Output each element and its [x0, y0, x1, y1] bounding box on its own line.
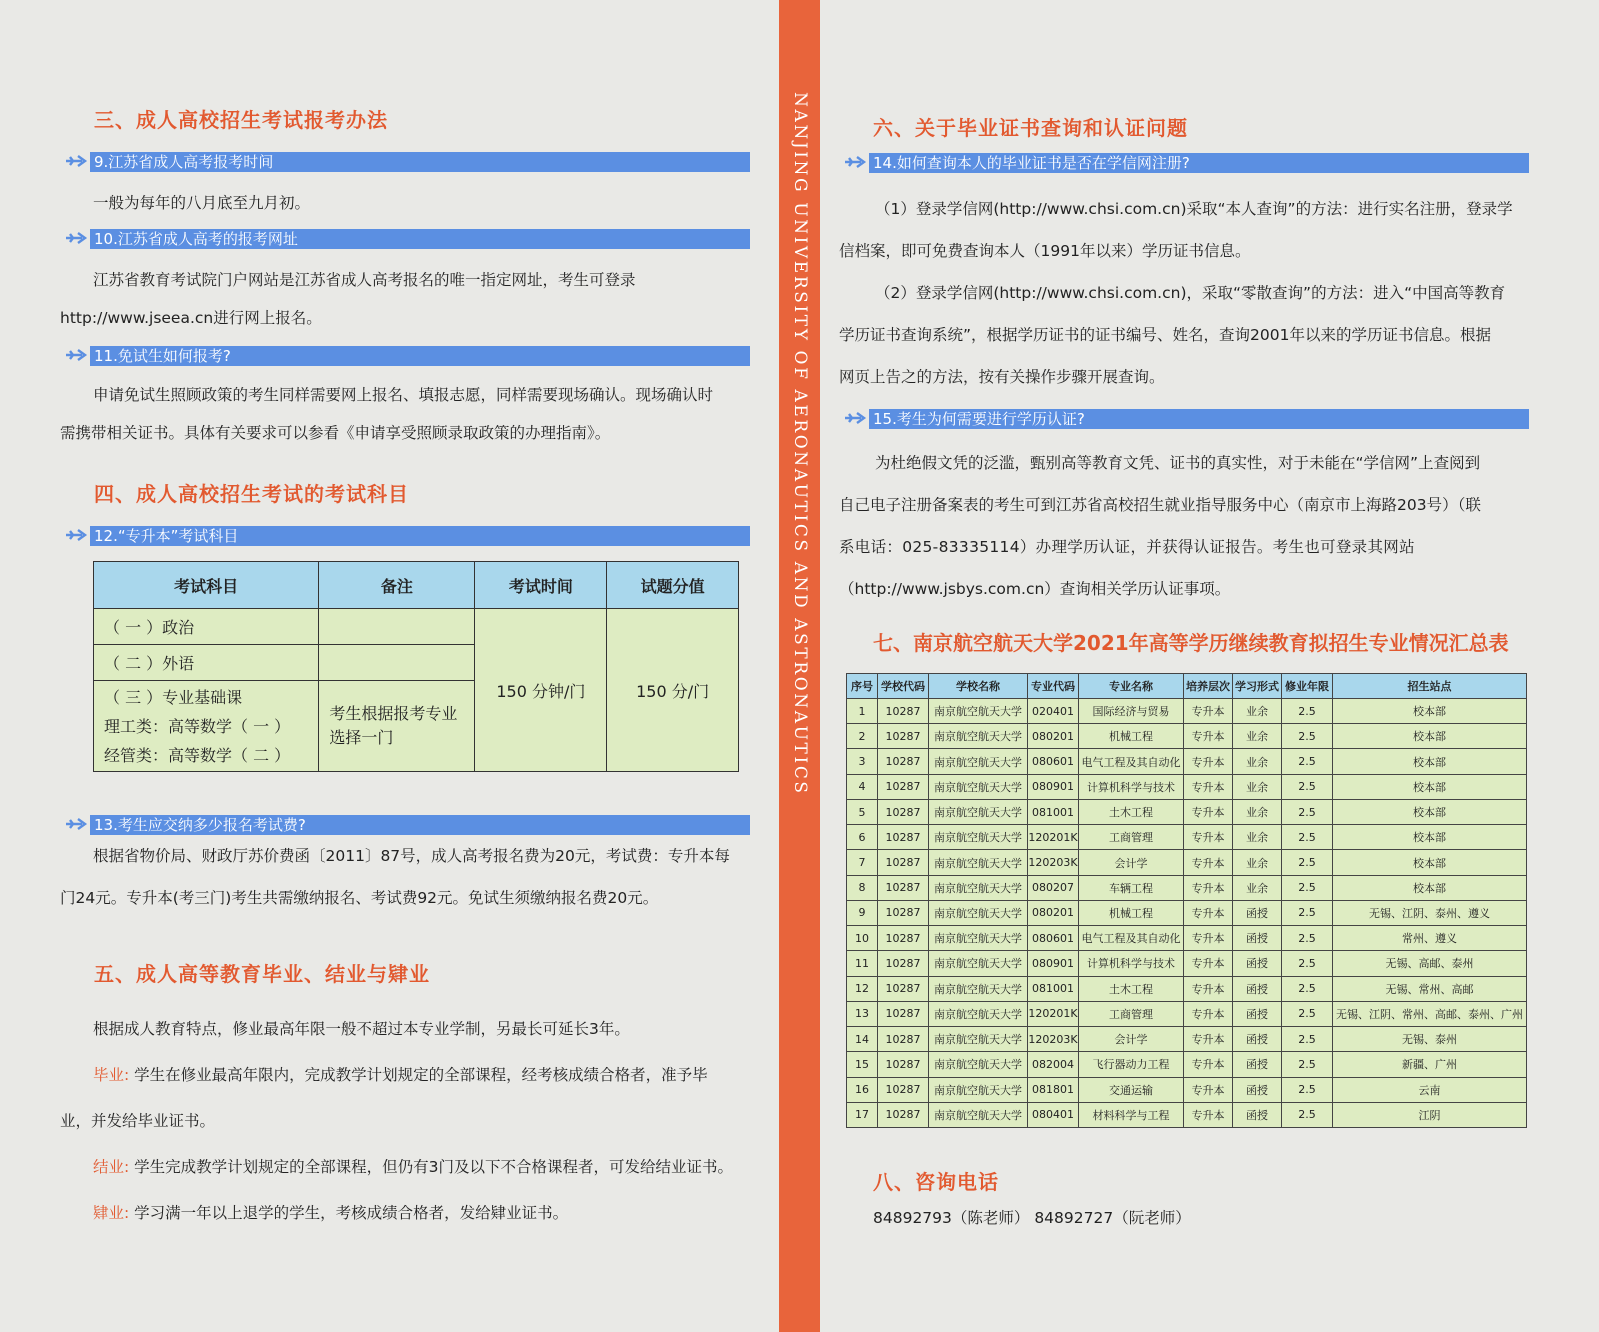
- table-cell: 1: [847, 699, 878, 724]
- table-cell: 10287: [878, 774, 929, 799]
- table-cell: [319, 645, 475, 681]
- table-cell: 13: [847, 1001, 878, 1026]
- table-cell: 2.5: [1282, 1102, 1333, 1127]
- table-row: [847, 1052, 1527, 1077]
- table-cell: 10287: [878, 951, 929, 976]
- table-row: [847, 799, 1527, 824]
- airplane-arrow-icon: [64, 525, 90, 545]
- table-cell: 10287: [878, 875, 929, 900]
- table-cell: 业余: [1233, 850, 1282, 875]
- table-body: [847, 699, 1527, 1128]
- table-cell: 校本部: [1333, 724, 1527, 749]
- table-cell: 函授: [1233, 1102, 1282, 1127]
- table-header: 修业年限: [1282, 674, 1333, 699]
- table-cell: 业余: [1233, 749, 1282, 774]
- table-cell-line: 选择一门: [329, 728, 394, 747]
- table-cell: 云南: [1333, 1077, 1527, 1102]
- section-8-title: 八、咨询电话: [873, 1170, 999, 1194]
- table-cell: 南京航空航天大学: [929, 1001, 1028, 1026]
- table-cell: （ 二 ）外语: [94, 645, 319, 681]
- table-cell: 11: [847, 951, 878, 976]
- table-cell: 2.5: [1282, 749, 1333, 774]
- table-cell: 10287: [878, 1077, 929, 1102]
- table-cell: 080401: [1028, 1102, 1079, 1127]
- table-cell: 专升本: [1184, 1102, 1233, 1127]
- table-cell: 校本部: [1333, 774, 1527, 799]
- completion-line: [93, 1155, 733, 1177]
- table-cell: 南京航空航天大学: [929, 1052, 1028, 1077]
- table-cell: 校本部: [1333, 699, 1527, 724]
- table-cell: 10287: [878, 749, 929, 774]
- table-cell: 国际经济与贸易: [1079, 699, 1184, 724]
- question-10-bar: 10.江苏省成人高考的报考网址: [90, 229, 750, 249]
- table-cell: 南京航空航天大学: [929, 1027, 1028, 1052]
- table-cell: 10: [847, 926, 878, 951]
- table-cell: 业余: [1233, 774, 1282, 799]
- table-row: [847, 724, 1527, 749]
- answer-9: 一般为每年的八月底至九月初。: [93, 194, 311, 212]
- table-row: [847, 976, 1527, 1001]
- table-cell: 南京航空航天大学: [929, 774, 1028, 799]
- spine-university-name: NANJING UNIVERSITY OF AERONAUTICS AND ASTRONAUTICS: [790, 92, 810, 796]
- table-header: 专业代码: [1028, 674, 1079, 699]
- answer-14-2-line2: 学历证书查询系统”，根据学历证书的证书编号、姓名，查询2001年以来的学历证书信息。根据: [839, 326, 1491, 344]
- table-header: 考试科目: [94, 562, 319, 609]
- table-cell: 12: [847, 976, 878, 1001]
- consult-phone: 84892793（陈老师） 84892727（阮老师）: [873, 1209, 1191, 1227]
- table-cell: 2.5: [1282, 875, 1333, 900]
- table-header: 学校代码: [878, 674, 929, 699]
- table-cell: 2.5: [1282, 926, 1333, 951]
- answer-10-line2: http://www.jseea.cn进行网上报名。: [60, 309, 322, 327]
- answer-13-line2: 门24元。专升本(考三门)考生共需缴纳报名、考试费92元。免试生须缴纳报名费20元。: [60, 889, 659, 907]
- section-3-title: 三、成人高校招生考试报考办法: [94, 108, 388, 132]
- answer-14-2-line3: 网页上告之的方法，按有关操作步骤开展查询。: [839, 368, 1165, 386]
- table-cell: 南京航空航天大学: [929, 951, 1028, 976]
- table-cell: 2.5: [1282, 1001, 1333, 1026]
- table-cell: 业余: [1233, 799, 1282, 824]
- table-cell: 专升本: [1184, 976, 1233, 1001]
- table-cell: 土木工程: [1079, 799, 1184, 824]
- answer-14-1-line1: （1）登录学信网(http://www.chsi.com.cn)采取“本人查询”的方法：进行实名注册，登录学: [875, 200, 1513, 218]
- table-cell-line: 理工类：高等数学（ 一 ）: [104, 716, 291, 736]
- table-cell: 南京航空航天大学: [929, 926, 1028, 951]
- table-cell: 专升本: [1184, 1077, 1233, 1102]
- answer-15-line1: 为杜绝假文凭的泛滥，甄别高等教育文凭、证书的真实性，对于未能在“学信网”上查阅到: [875, 454, 1481, 472]
- table-cell: 南京航空航天大学: [929, 850, 1028, 875]
- question-13-bar: 13.考生应交纳多少报名考试费?: [90, 815, 750, 835]
- table-cell: [319, 609, 475, 645]
- completion-label: 结业:: [93, 1158, 130, 1176]
- table-cell: 专升本: [1184, 749, 1233, 774]
- table-cell: 无锡、泰州: [1333, 1027, 1527, 1052]
- question-14-bar: 14.如何查询本人的毕业证书是否在学信网注册?: [869, 153, 1529, 173]
- table-cell: 081001: [1028, 976, 1079, 1001]
- table-cell: 材料科学与工程: [1079, 1102, 1184, 1127]
- table-cell: 专升本: [1184, 1052, 1233, 1077]
- table-cell: 150 分钟/门: [475, 609, 607, 772]
- table-cell: 17: [847, 1102, 878, 1127]
- table-row: [847, 1027, 1527, 1052]
- table-cell: 082004: [1028, 1052, 1079, 1077]
- table-cell: 2.5: [1282, 1077, 1333, 1102]
- table-cell: 专升本: [1184, 724, 1233, 749]
- table-cell: 2.5: [1282, 1027, 1333, 1052]
- dropout-label: 肄业:: [93, 1204, 130, 1222]
- table-cell: 南京航空航天大学: [929, 976, 1028, 1001]
- table-row: [847, 951, 1527, 976]
- table-cell: 专升本: [1184, 799, 1233, 824]
- table-cell: 南京航空航天大学: [929, 900, 1028, 925]
- table-cell: 函授: [1233, 1052, 1282, 1077]
- table-cell: 5: [847, 799, 878, 824]
- table-cell: 专升本: [1184, 850, 1233, 875]
- table-cell-line: （ 三 ）专业基础课: [104, 687, 243, 707]
- table-row: [847, 900, 1527, 925]
- table-cell: 函授: [1233, 951, 1282, 976]
- table-cell: 081001: [1028, 799, 1079, 824]
- table-header: 序号: [847, 674, 878, 699]
- table-header: 招生站点: [1333, 674, 1527, 699]
- table-cell: 6: [847, 825, 878, 850]
- table-cell: 10287: [878, 724, 929, 749]
- exam-subjects-table: [93, 561, 739, 772]
- table-cell: 10287: [878, 926, 929, 951]
- table-cell: 2.5: [1282, 774, 1333, 799]
- table-cell: 2.5: [1282, 976, 1333, 1001]
- table-cell: 机械工程: [1079, 900, 1184, 925]
- table-cell: 校本部: [1333, 749, 1527, 774]
- table-row: [847, 749, 1527, 774]
- table-cell: 4: [847, 774, 878, 799]
- table-cell: 函授: [1233, 1001, 1282, 1026]
- table-row: [847, 926, 1527, 951]
- table-cell: 10287: [878, 976, 929, 1001]
- table-cell: 2.5: [1282, 1052, 1333, 1077]
- table-row: [847, 699, 1527, 724]
- question-9-bar: 9.江苏省成人高考报考时间: [90, 152, 750, 172]
- table-cell: 080601: [1028, 749, 1079, 774]
- table-cell: 机械工程: [1079, 724, 1184, 749]
- table-cell: 校本部: [1333, 850, 1527, 875]
- table-row: [847, 1077, 1527, 1102]
- table-header: 专业名称: [1079, 674, 1184, 699]
- table-cell: 南京航空航天大学: [929, 1102, 1028, 1127]
- table-row: [847, 875, 1527, 900]
- table-cell: 业余: [1233, 724, 1282, 749]
- table-cell: 计算机科学与技术: [1079, 774, 1184, 799]
- section-5-intro: 根据成人教育特点，修业最高年限一般不超过本专业学制，另最长可延长3年。: [93, 1020, 630, 1038]
- question-12-bar: 12.“专升本”考试科目: [90, 526, 750, 546]
- table-cell: 10287: [878, 1102, 929, 1127]
- table-cell: 业余: [1233, 825, 1282, 850]
- table-cell: （ 一 ）政治: [94, 609, 319, 645]
- table-cell: 10287: [878, 699, 929, 724]
- table-cell: 函授: [1233, 1077, 1282, 1102]
- section-7-title: 七、南京航空航天大学2021年高等学历继续教育拟招生专业情况汇总表: [873, 631, 1509, 655]
- table-cell: 080901: [1028, 951, 1079, 976]
- answer-13-line1: 根据省物价局、财政厅苏价费函〔2011〕87号，成人高考报名费为20元，考试费：专升本每: [93, 847, 730, 865]
- table-header-row: [847, 674, 1527, 699]
- answer-15-line3: 系电话：025-83335114）办理学历认证，并获得认证报告。考生也可登录其网站: [839, 538, 1415, 556]
- answer-11-line2: 需携带相关证书。具体有关要求可以参看《申请享受照顾录取政策的办理指南》。: [60, 424, 611, 442]
- table-cell: 函授: [1233, 900, 1282, 925]
- table-cell: 10287: [878, 1027, 929, 1052]
- table-cell: 南京航空航天大学: [929, 1077, 1028, 1102]
- answer-10-line1: 江苏省教育考试院门户网站是江苏省成人高考报名的唯一指定网址，考生可登录: [93, 271, 636, 289]
- airplane-arrow-icon: [843, 152, 869, 172]
- table-header: 学校名称: [929, 674, 1028, 699]
- table-cell: [319, 681, 475, 772]
- dropout-text: 学习满一年以上退学的学生，考核成绩合格者，发给肄业证书。: [129, 1204, 569, 1222]
- table-cell: 江阴: [1333, 1102, 1527, 1127]
- table-cell: 会计学: [1079, 1027, 1184, 1052]
- table-cell: 专升本: [1184, 774, 1233, 799]
- table-row: [847, 850, 1527, 875]
- table-cell-line: 考生根据报考专业: [329, 704, 458, 723]
- table-cell: 专升本: [1184, 900, 1233, 925]
- table-cell: 120203K: [1028, 1027, 1079, 1052]
- table-cell: 2.5: [1282, 825, 1333, 850]
- table-cell: 函授: [1233, 976, 1282, 1001]
- table-cell: 2.5: [1282, 699, 1333, 724]
- answer-14-2-line1: （2）登录学信网(http://www.chsi.com.cn)，采取“零散查询”的方法：进入“中国高等教育: [875, 284, 1506, 302]
- question-11-bar: 11.免试生如何报考?: [90, 346, 750, 366]
- graduation-line1: [93, 1063, 708, 1085]
- graduation-line2: 业，并发给毕业证书。: [60, 1112, 216, 1130]
- table-cell: 计算机科学与技术: [1079, 951, 1184, 976]
- table-cell: 电气工程及其自动化: [1079, 749, 1184, 774]
- table-cell: 15: [847, 1052, 878, 1077]
- table-cell: 电气工程及其自动化: [1079, 926, 1184, 951]
- table-row: [847, 1102, 1527, 1127]
- table-cell: 10287: [878, 900, 929, 925]
- section-4-title: 四、成人高校招生考试的考试科目: [94, 482, 409, 506]
- table-header: 考试时间: [475, 562, 607, 609]
- airplane-arrow-icon: [64, 151, 90, 171]
- programs-table: [846, 673, 1527, 1128]
- table-cell: 工商管理: [1079, 1001, 1184, 1026]
- table-cell: 飞行器动力工程: [1079, 1052, 1184, 1077]
- table-cell: 120201K: [1028, 825, 1079, 850]
- completion-text: 学生完成教学计划规定的全部课程，但仍有3门及以下不合格课程者，可发给结业证书。: [129, 1158, 734, 1176]
- table-cell: 土木工程: [1079, 976, 1184, 1001]
- graduation-text: 学生在修业最高年限内，完成教学计划规定的全部课程，经考核成绩合格者，准予毕: [129, 1066, 708, 1084]
- table-cell: 080201: [1028, 724, 1079, 749]
- table-cell: 14: [847, 1027, 878, 1052]
- table-cell: 16: [847, 1077, 878, 1102]
- dropout-line: [93, 1201, 568, 1223]
- table-cell: 7: [847, 850, 878, 875]
- table-cell: [94, 681, 319, 772]
- table-cell: 业余: [1233, 699, 1282, 724]
- table-cell: 080207: [1028, 875, 1079, 900]
- table-header: 培养层次: [1184, 674, 1233, 699]
- table-cell: 车辆工程: [1079, 875, 1184, 900]
- table-cell: 020401: [1028, 699, 1079, 724]
- table-cell: 10287: [878, 850, 929, 875]
- answer-14-1-line2: 信档案，即可免费查询本人（1991年以来）学历证书信息。: [839, 242, 1251, 260]
- table-cell: 会计学: [1079, 850, 1184, 875]
- table-cell: 业余: [1233, 875, 1282, 900]
- table-cell: 10287: [878, 1052, 929, 1077]
- table-cell: 080901: [1028, 774, 1079, 799]
- table-cell: 2.5: [1282, 900, 1333, 925]
- table-row: [847, 825, 1527, 850]
- table-cell: 10287: [878, 825, 929, 850]
- table-cell: 新疆、广州: [1333, 1052, 1527, 1077]
- airplane-arrow-icon: [64, 814, 90, 834]
- table-cell: 专升本: [1184, 951, 1233, 976]
- table-cell: 080601: [1028, 926, 1079, 951]
- table-cell-line: 经管类：高等数学（ 二 ）: [104, 745, 291, 765]
- table-cell: 2.5: [1282, 724, 1333, 749]
- answer-15-line4: （http://www.jsbys.com.cn）查询相关学历认证事项。: [839, 580, 1231, 598]
- table-cell: 10287: [878, 1001, 929, 1026]
- table-cell: 专升本: [1184, 1027, 1233, 1052]
- graduation-label: 毕业:: [93, 1066, 130, 1084]
- table-cell: 2.5: [1282, 850, 1333, 875]
- section-5-title: 五、成人高等教育毕业、结业与肄业: [94, 962, 430, 986]
- table-cell: 交通运输: [1079, 1077, 1184, 1102]
- table-cell: 080201: [1028, 900, 1079, 925]
- table-cell: 南京航空航天大学: [929, 825, 1028, 850]
- table-cell: 3: [847, 749, 878, 774]
- answer-11-line1: 申请免试生照顾政策的考生同样需要网上报名、填报志愿，同样需要现场确认。现场确认时: [93, 386, 714, 404]
- table-cell: 2.5: [1282, 951, 1333, 976]
- table-cell: 无锡、高邮、泰州: [1333, 951, 1527, 976]
- table-header: 试题分值: [607, 562, 739, 609]
- question-15-bar: 15.考生为何需要进行学历认证?: [869, 409, 1529, 429]
- table-cell: 120203K: [1028, 850, 1079, 875]
- table-cell: 函授: [1233, 926, 1282, 951]
- section-6-title: 六、关于毕业证书查询和认证问题: [873, 116, 1188, 140]
- table-cell: 专升本: [1184, 875, 1233, 900]
- table-cell: 校本部: [1333, 825, 1527, 850]
- table-cell: 专升本: [1184, 825, 1233, 850]
- table-cell: 150 分/门: [607, 609, 739, 772]
- table-cell: 工商管理: [1079, 825, 1184, 850]
- table-cell: 南京航空航天大学: [929, 724, 1028, 749]
- table-cell: 南京航空航天大学: [929, 749, 1028, 774]
- table-cell: 10287: [878, 799, 929, 824]
- table-cell: 南京航空航天大学: [929, 699, 1028, 724]
- table-cell: 无锡、江阴、泰州、遵义: [1333, 900, 1527, 925]
- table-cell: 8: [847, 875, 878, 900]
- table-cell: 120201K: [1028, 1001, 1079, 1026]
- table-cell: 081801: [1028, 1077, 1079, 1102]
- table-row: [847, 774, 1527, 799]
- table-cell: 南京航空航天大学: [929, 799, 1028, 824]
- table-cell: 专升本: [1184, 926, 1233, 951]
- airplane-arrow-icon: [64, 228, 90, 248]
- table-row: [847, 1001, 1527, 1026]
- table-header: 备注: [319, 562, 475, 609]
- table-cell: 函授: [1233, 1027, 1282, 1052]
- airplane-arrow-icon: [64, 345, 90, 365]
- table-cell: 专升本: [1184, 699, 1233, 724]
- table-cell: 2: [847, 724, 878, 749]
- table-cell: 无锡、常州、高邮: [1333, 976, 1527, 1001]
- table-header: 学习形式: [1233, 674, 1282, 699]
- table-cell: 校本部: [1333, 875, 1527, 900]
- table-cell: 9: [847, 900, 878, 925]
- table-cell: 专升本: [1184, 1001, 1233, 1026]
- airplane-arrow-icon: [843, 408, 869, 428]
- table-cell: 校本部: [1333, 799, 1527, 824]
- answer-15-line2: 自己电子注册备案表的考生可到江苏省高校招生就业指导服务中心（南京市上海路203号）（联: [839, 496, 1481, 514]
- table-cell: 常州、遵义: [1333, 926, 1527, 951]
- table-cell: 南京航空航天大学: [929, 875, 1028, 900]
- table-cell: 无锡、江阴、常州、高邮、泰州、广州: [1333, 1001, 1527, 1026]
- table-cell: 2.5: [1282, 799, 1333, 824]
